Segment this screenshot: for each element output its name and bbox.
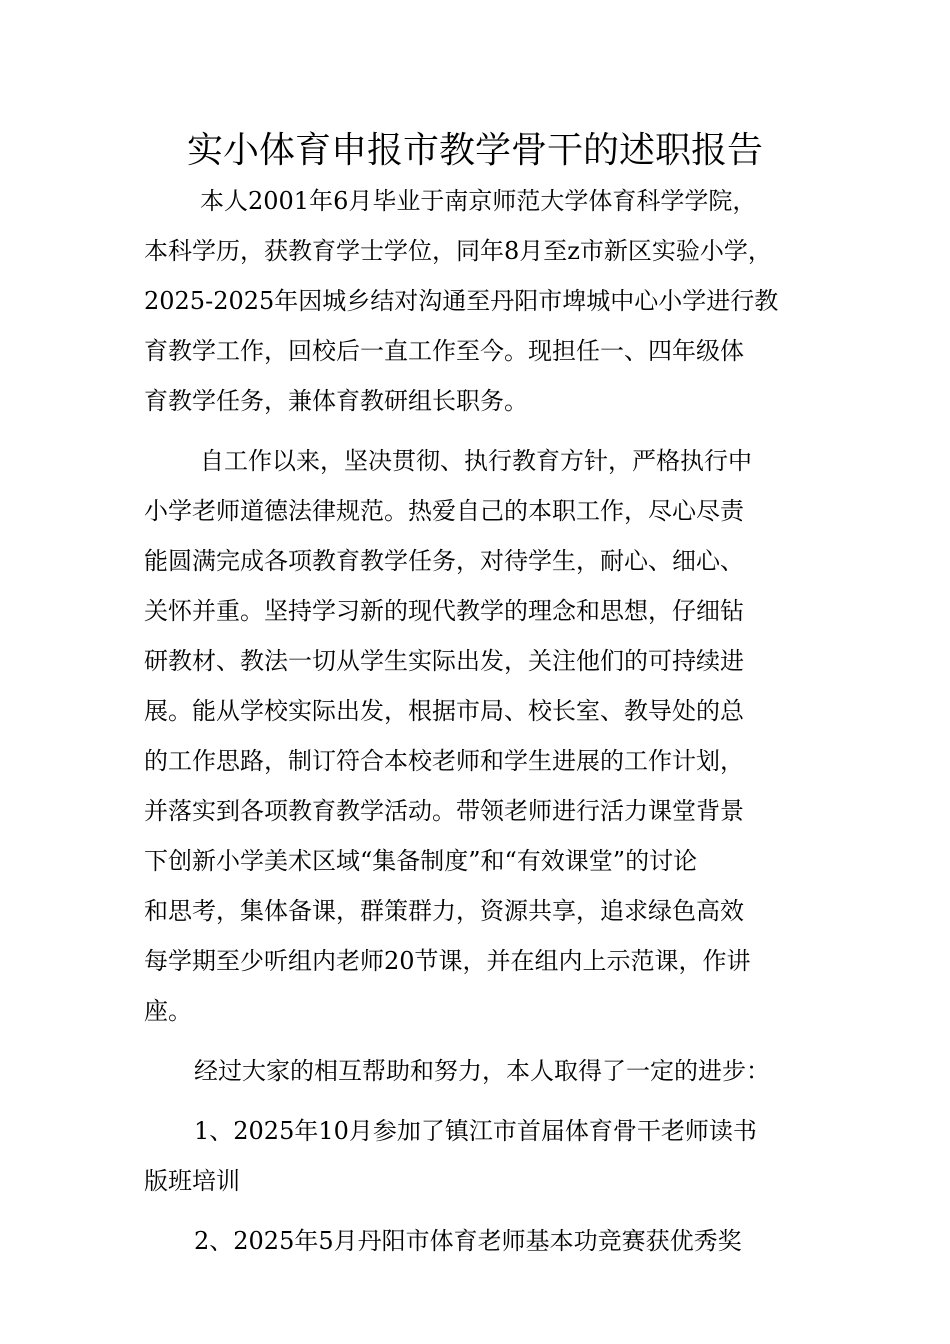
paragraph-line: 每学期至少听组内老师20节课，并在组内上示范课，作讲 xyxy=(144,947,751,975)
paragraph-2 xyxy=(144,436,844,1036)
document-body xyxy=(144,176,844,1266)
paragraph-gap xyxy=(144,1206,844,1216)
document-title: 实小体育申报市教学骨干的述职报告 xyxy=(186,130,763,171)
paragraph-line: 版班培训 xyxy=(144,1167,240,1195)
paragraph-line: 自工作以来，坚决贯彻、执行教育方针，严格执行中 xyxy=(200,447,752,475)
paragraph-line: 育教学任务，兼体育教研组长职务。 xyxy=(144,387,528,415)
paragraph-line: 2、2025年5月丹阳市体育老师基本功竞赛获优秀奖 xyxy=(194,1227,742,1255)
paragraph-gap xyxy=(144,1036,844,1046)
paragraph-line: 研教材、教法一切从学生实际出发，关注他们的可持续进 xyxy=(144,647,744,675)
paragraph-gap xyxy=(144,1096,844,1106)
paragraph-line: 展。能从学校实际出发，根据市局、校长室、教导处的总 xyxy=(144,697,744,725)
paragraph-gap xyxy=(144,426,844,436)
paragraph-line: 能圆满完成各项教育教学任务，对待学生，耐心、细心、 xyxy=(144,547,744,575)
paragraph-1 xyxy=(144,176,844,426)
paragraph-line: 座。 xyxy=(144,997,192,1025)
paragraph-line: 和思考，集体备课，群策群力，资源共享，追求绿色高效 xyxy=(144,897,744,925)
list-item-1 xyxy=(144,1106,844,1206)
paragraph-line: 下创新小学美术区域“集备制度”和“有效课堂”的讨论 xyxy=(144,847,698,875)
paragraph-line: 本人2001年6月毕业于南京师范大学体育科学学院， xyxy=(200,187,757,215)
paragraph-line: 2025-2025年因城乡结对沟通至丹阳市埤城中心小学进行教 xyxy=(144,287,779,315)
paragraph-3 xyxy=(144,1046,844,1096)
paragraph-line: 本科学历，获教育学士学位，同年8月至z市新区实验小学， xyxy=(144,237,772,265)
paragraph-line: 关怀并重。坚持学习新的现代教学的理念和思想，仔细钻 xyxy=(144,597,744,625)
paragraph-line: 经过大家的相互帮助和努力，本人取得了一定的进步： xyxy=(194,1057,770,1085)
paragraph-line: 小学老师道德法律规范。热爱自己的本职工作，尽心尽责 xyxy=(144,497,744,525)
paragraph-line: 并落实到各项教育教学活动。带领老师进行活力课堂背景 xyxy=(144,797,744,825)
paragraph-line: 育教学工作，回校后一直工作至今。现担任一、四年级体 xyxy=(144,337,744,365)
paragraph-line: 的工作思路，制订符合本校老师和学生进展的工作计划， xyxy=(144,747,744,775)
paragraph-line: 1、2025年10月参加了镇江市首届体育骨干老师读书 xyxy=(194,1117,757,1145)
list-item-2 xyxy=(144,1216,844,1266)
